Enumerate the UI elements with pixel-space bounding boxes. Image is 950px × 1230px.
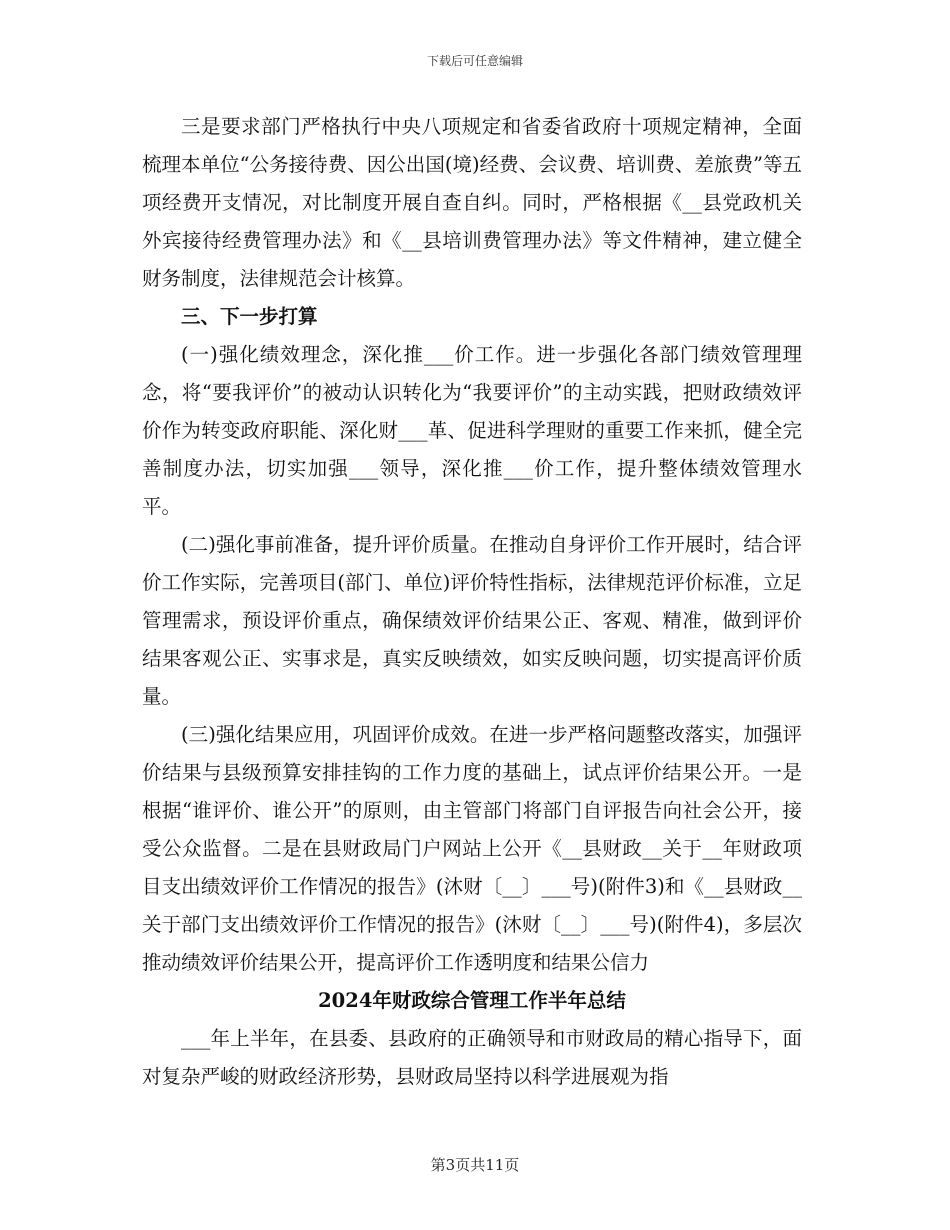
document-title: 2024年财政综合管理工作半年总结 xyxy=(318,989,626,1012)
document-body xyxy=(142,108,802,1096)
paragraph-item-2: (二)强化事前准备，提升评价质量。在推动自身评价工作开展时，结合评价工作实际，完善项目(部门、单位)评价特性指标，法律规范评价标准，立足管理需求，预设评价重点，确保绩效评价结果公正、客观、精准，做到评价结果客观公正、实事求是，真实反映绩效，如实反映问题，切实提高评价质量。 xyxy=(142,533,802,708)
paragraph-expense-review: 三是要求部门严格执行中央八项规定和省委省政府十项规定精神，全面梳理本单位“公务接待费、因公出国(境)经费、会议费、培训费、差旅费”等五项经费开支情况，对比制度开展自查自纠。同时，严格根据《__县党政机关外宾接待经费管理办法》和《__县培训费管理办法》等文件精神，建立健全财务制度，法律规范会计核算。 xyxy=(142,115,802,290)
page-number: 第3页共11页 xyxy=(430,1156,520,1174)
paragraph-item-3: (三)强化结果应用，巩固评价成效。在进一步严格问题整改落实，加强评价结果与县级预算安排挂钩的工作力度的基础上，试点评价结果公开。一是根据“谁评价、谁公开”的原则，由主管部门将部门自评报告向社会公开，接受公众监督。二是在县财政局门户网站上公开《__县财政__关于__年财政项目支出绩效评价工作情况的报告》(沐财〔__〕___号)(附件3)和《__县财政__关于部门支出绩效评价工作情况的报告》(沐财〔__〕___号)(附件4)，多层次推动绩效评价结果公开，提高评价工作透明度和结果公信力 xyxy=(142,723,802,974)
page-header-note: 下载后可任意编辑 xyxy=(426,54,523,68)
section-heading-next-steps: 三、下一步打算 xyxy=(181,305,318,328)
paragraph-summary-intro: ___年上半年，在县委、县政府的正确领导和市财政局的精心指导下，面对复杂严峻的财政经济形势，县财政局坚持以科学进展观为指 xyxy=(142,1027,802,1088)
paragraph-item-1: (一)强化绩效理念，深化推___价工作。进一步强化各部门绩效管理理念，将“要我评价”的被动认识转化为“我要评价”的主动实践，把财政绩效评价作为转变政府职能、深化财___革、促进科学理财的重要工作来抓，健全完善制度办法，切实加强___领导，深化推___价工作，提升整体绩效管理水平。 xyxy=(142,343,802,518)
